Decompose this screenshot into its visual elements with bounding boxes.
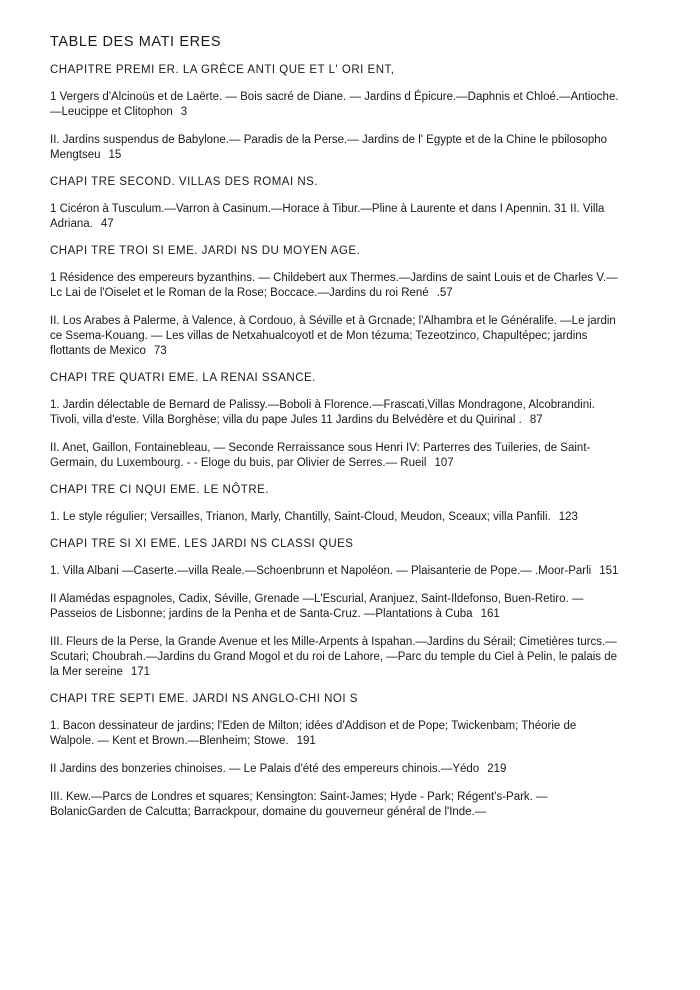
chapter-1 bbox=[50, 64, 622, 163]
toc-entry bbox=[50, 441, 622, 471]
document-title: TABLE DES MATI ERES bbox=[50, 34, 222, 50]
toc-entry bbox=[50, 398, 622, 428]
page-number: 73 bbox=[153, 345, 167, 357]
page-number: 3 bbox=[180, 106, 188, 118]
toc-entry bbox=[50, 510, 622, 525]
toc-entry bbox=[50, 635, 622, 680]
entry-text: II. Jardins suspendus de Babylone.— Paradis de la Perse.— Jardins de l' Egypte et de la Chine le pbilosopho Mengtseu bbox=[50, 134, 608, 161]
toc-entry bbox=[50, 790, 622, 820]
toc-entry bbox=[50, 564, 622, 579]
chapter-title: CHAPI TRE SI XI EME. LES JARDI NS CLASSI QUES bbox=[50, 538, 354, 550]
chapter-2 bbox=[50, 176, 622, 232]
entry-text: II Jardins des bonzeries chinoises. — Le Palais d'été des empereurs chinois.—Yédo bbox=[50, 763, 480, 775]
page-number: 107 bbox=[434, 457, 454, 469]
chapter-title: CHAPI TRE TROI SI EME. JARDI NS DU MOYEN AGE. bbox=[50, 245, 361, 257]
page-number: 219 bbox=[487, 763, 507, 775]
toc-entry bbox=[50, 271, 622, 301]
entry-text: III. Fleurs de la Perse, la Grande Avenue et les Mille-Arpents à Ispahan.—Jardins du Sérail; Cimetières turcs.—Scutari; Choubrah.—Jardins du Grand Mogol et du roi de Lahore, —Parc du temple du Ciel à Pelin, le palais de la Mer sereine bbox=[50, 636, 618, 678]
entry-text: II. Los Arabes à Palerme, à Valence, à Cordouo, à Séville et à Grcnade; l'Alhambra et le Généralife. —Le jardin ce Ssema-Kouang. — Les villas de Netxahualcoyotl et de Mon tézuma; Tezeotzinco, Chapultépec; jardins flottants de Mexico bbox=[50, 315, 616, 357]
toc-entry bbox=[50, 762, 622, 777]
entry-text: III. Kew.—Parcs de Londres et squares; Kensington: Saint-James; Hyde - Park; Régent's-Park. — BolanicGarden de Calcutta; Barrackpour, domaine du gouverneur général de l'Inde.— bbox=[50, 791, 548, 818]
page-number: 123 bbox=[558, 511, 578, 523]
entry-text: 1 Cicéron à Tusculum.—Varron à Casinum.—Horace à Tibur.—Pline à Laurente et dans I Apennin. 31 II. Villa Adriana. bbox=[50, 203, 605, 230]
toc-entry bbox=[50, 719, 622, 749]
chapter-3 bbox=[50, 245, 622, 359]
chapter-7 bbox=[50, 693, 622, 820]
chapter-title: CHAPITRE PREMI ER. LA GRÈCE ANTI QUE ET L' ORI ENT, bbox=[50, 64, 395, 76]
entry-text: 1. Le style régulier; Versailles, Trianon, Marly, Chantilly, Saint-Cloud, Meudon, Sceaux; villa Panfili. bbox=[50, 511, 551, 523]
entry-text: II. Anet, Gaillon, Fontainebleau, — Seconde Rerraissance sous Henri IV: Parterres des Tuileries, de Saint-Germain, du Luxembourg. - - Eloge du buis, par Olivier de Serres.— Rueil bbox=[50, 442, 591, 469]
table-of-contents bbox=[50, 34, 622, 833]
page-number: 161 bbox=[480, 608, 500, 620]
page-number: 171 bbox=[130, 666, 151, 678]
entry-text: 1 Résidence des empereurs byzanthins. — Childebert aux Thermes.—Jardins de saint Louis et de Charles V.—Lc Lai de l'Oiselet et le Roman de la Rose; Boccace.—Jardins du roi René bbox=[50, 272, 618, 299]
chapter-title: CHAPI TRE SEPTI EME. JARDI NS ANGLO-CHI NOI S bbox=[50, 693, 358, 705]
toc-entry bbox=[50, 202, 622, 232]
page-number: 47 bbox=[100, 218, 114, 230]
page-number: .57 bbox=[436, 287, 453, 299]
chapter-title: CHAPI TRE CI NQUI EME. LE NÔTRE. bbox=[50, 484, 269, 496]
entry-text: 1. Villa Albani —Caserte.—villa Reale.—Schoenbrunn et Napoléon. — Plaisanterie de Pope.— .Moor-Parli bbox=[50, 565, 592, 577]
toc-entry bbox=[50, 90, 622, 120]
page-number: 191 bbox=[296, 735, 316, 747]
toc-entry bbox=[50, 133, 622, 163]
chapter-5 bbox=[50, 484, 622, 525]
entry-text: 1. Bacon dessinateur de jardins; l'Eden de Milton; idées d'Addison et de Pope; Twickenbam; Théorie de Walpole. — Kent et Brown.—Blenheim; Stowe. bbox=[50, 720, 577, 747]
page-number: 87 bbox=[529, 414, 543, 426]
entry-text: II Alamédas espagnoles, Cadix, Séville, Grenade —L'Escurial, Aranjuez, Saint-Ildefonso, Buen-Retiro. —Passeios de Lisbonne; jardins de la Penha et de Santa-Cruz. —Plantations à Cuba bbox=[50, 593, 584, 620]
chapter-title: CHAPI TRE QUATRI EME. LA RENAI SSANCE. bbox=[50, 372, 316, 384]
page-number: 15 bbox=[108, 149, 122, 161]
chapter-6 bbox=[50, 538, 622, 680]
toc-entry bbox=[50, 592, 622, 622]
entry-text: 1 Vergers d'Alcinoüs et de Laërte. — Bois sacré de Diane. — Jardins d Épicure.—Daphnis et Chloé.—Antioche.—Leucippe et Clitophon bbox=[50, 91, 619, 118]
chapter-4 bbox=[50, 372, 622, 471]
toc-entry bbox=[50, 314, 622, 359]
entry-text: 1. Jardin délectable de Bernard de Palissy.—Boboli à Florence.—Frascati,Villas Mondragone, Alcobrandini. Tivoli, villa d'este. Villa Borghèse; villa du pape Jules 11 Jardins du Belvédère et du Quirinal . bbox=[50, 399, 595, 426]
chapter-title: CHAPI TRE SECOND. VILLAS DES ROMAI NS. bbox=[50, 176, 319, 188]
page-number: 151 bbox=[599, 565, 619, 577]
